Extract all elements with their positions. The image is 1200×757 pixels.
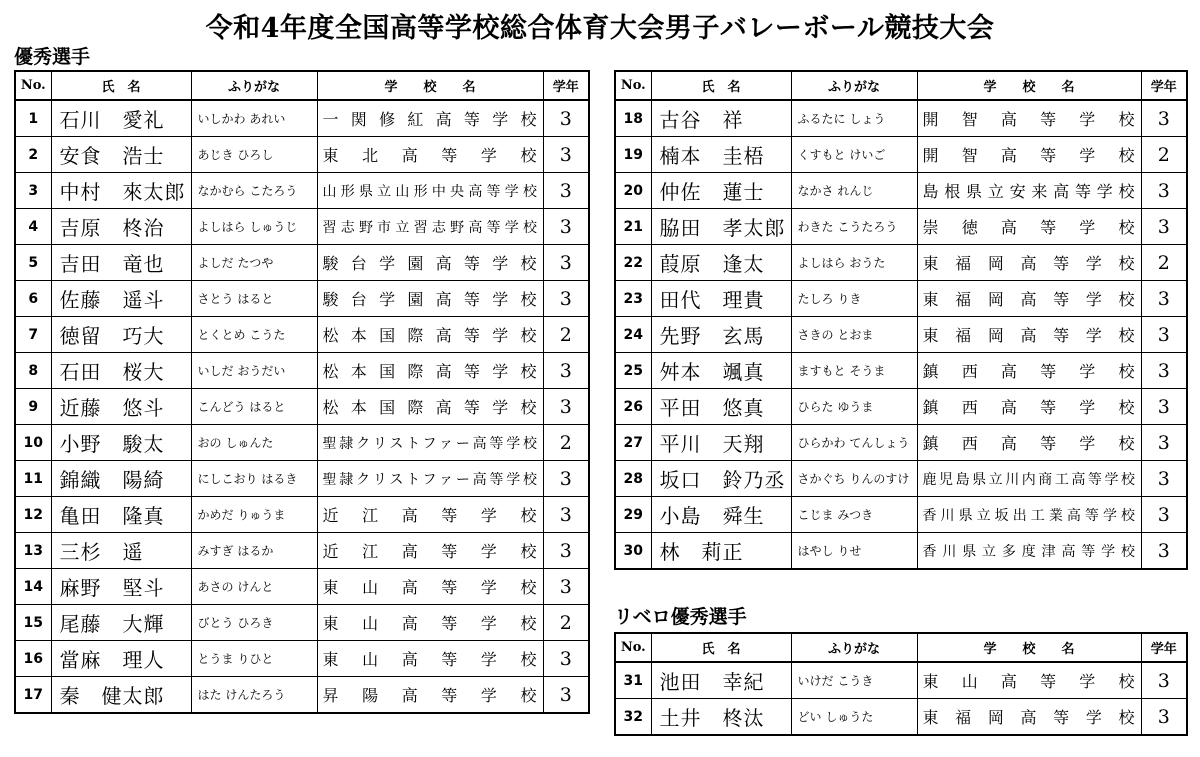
school-name-text: 駿 台 学 園 高 等 学 校 (322, 290, 537, 309)
player-name: 平川 天翔 (651, 425, 791, 461)
player-name: 三杉 遥 (51, 533, 191, 569)
school-name (917, 317, 1141, 353)
row-number: 26 (615, 389, 651, 425)
player-furigana: いしだ おうだい (191, 353, 317, 389)
player-furigana: はた けんたろう (191, 677, 317, 714)
row-number: 31 (615, 662, 651, 699)
row-number: 18 (615, 100, 651, 137)
player-furigana: はやし りせ (791, 533, 917, 570)
player-name: 安食 浩士 (51, 137, 191, 173)
player-name: 土井 柊汰 (651, 699, 791, 736)
grade-year: 3 (543, 137, 589, 173)
row-number: 19 (615, 137, 651, 173)
player-name: 近藤 悠斗 (51, 389, 191, 425)
player-name: 亀田 隆真 (51, 497, 191, 533)
row-number: 8 (15, 353, 51, 389)
grade-year: 3 (543, 641, 589, 677)
grade-year: 3 (1141, 533, 1187, 570)
school-name-text: 東 福 岡 高 等 学 校 (922, 254, 1135, 273)
school-name (917, 533, 1141, 570)
grade-year: 2 (543, 425, 589, 461)
row-number: 20 (615, 173, 651, 209)
table-row (615, 209, 1187, 245)
row-number: 11 (15, 461, 51, 497)
row-number: 9 (15, 389, 51, 425)
table-row (15, 677, 589, 714)
school-name-text: 東 福 岡 高 等 学 校 (922, 290, 1135, 309)
table-header-row (615, 71, 1187, 100)
grade-year: 3 (1141, 699, 1187, 736)
row-number: 32 (615, 699, 651, 736)
school-name-text: 一 関 修 紅 高 等 学 校 (322, 110, 537, 129)
school-name (917, 699, 1141, 736)
grade-year: 3 (1141, 281, 1187, 317)
school-name-text: 香川県立坂出工業高等学校 (922, 507, 1135, 524)
grade-year: 3 (543, 353, 589, 389)
table-row (15, 317, 589, 353)
player-furigana: にしこおり はるき (191, 461, 317, 497)
school-name-text: 島 根 県 立 安 来 高 等 学 校 (922, 182, 1135, 201)
player-name: 吉原 柊治 (51, 209, 191, 245)
player-furigana: さきの とおま (791, 317, 917, 353)
school-name-text: 習志野市立習志野高等学校 (322, 219, 537, 236)
grade-year: 3 (1141, 353, 1187, 389)
school-name-text: 昇 陽 高 等 学 校 (322, 686, 537, 705)
player-furigana: なかさ れんじ (791, 173, 917, 209)
school-name-text: 東 福 岡 高 等 学 校 (922, 708, 1135, 727)
player-furigana: よしはら しゅうじ (191, 209, 317, 245)
table-row (15, 281, 589, 317)
school-name (317, 677, 543, 714)
row-number: 30 (615, 533, 651, 570)
school-name (317, 100, 543, 137)
player-furigana: さかぐち りんのすけ (791, 461, 917, 497)
table-row (615, 173, 1187, 209)
row-number: 6 (15, 281, 51, 317)
row-number: 5 (15, 245, 51, 281)
libero-players-table (614, 632, 1188, 736)
header-grade: 学年 (543, 71, 589, 100)
school-name-text: 鎮 西 高 等 学 校 (922, 362, 1135, 381)
player-name: 小島 舜生 (651, 497, 791, 533)
player-furigana: こんどう はると (191, 389, 317, 425)
table-row (15, 497, 589, 533)
row-number: 4 (15, 209, 51, 245)
school-name-text: 開 智 高 等 学 校 (922, 146, 1135, 165)
school-name (917, 209, 1141, 245)
school-name (917, 662, 1141, 699)
school-name-text: 鹿児島県立川内商工高等学校 (922, 471, 1135, 488)
player-name: 舛本 颯真 (651, 353, 791, 389)
row-number: 7 (15, 317, 51, 353)
player-furigana: よしだ たつや (191, 245, 317, 281)
row-number: 23 (615, 281, 651, 317)
player-furigana: どい しゅうた (791, 699, 917, 736)
school-name-text: 香川県立多度津高等学校 (922, 543, 1135, 560)
player-name: 平田 悠真 (651, 389, 791, 425)
player-furigana: ひらかわ てんしょう (791, 425, 917, 461)
table-row (615, 425, 1187, 461)
row-number: 17 (15, 677, 51, 714)
grade-year: 3 (543, 209, 589, 245)
header-kana: ふりがな (791, 633, 917, 662)
player-name: 當麻 理人 (51, 641, 191, 677)
table-row (615, 137, 1187, 173)
table-row (15, 461, 589, 497)
school-name-text: 東 山 高 等 学 校 (922, 672, 1135, 691)
school-name (317, 605, 543, 641)
page-title: 令和4年度全国高等学校総合体育大会男子バレーボール競技大会 (205, 13, 995, 44)
table-row (615, 533, 1187, 570)
player-name: 池田 幸紀 (651, 662, 791, 699)
player-name: 古谷 祥 (651, 100, 791, 137)
row-number: 22 (615, 245, 651, 281)
grade-year: 3 (543, 677, 589, 714)
grade-year: 3 (543, 281, 589, 317)
header-kana: ふりがな (191, 71, 317, 100)
school-name-text: 東 福 岡 高 等 学 校 (922, 326, 1135, 345)
player-name: 麻野 堅斗 (51, 569, 191, 605)
school-name-text: 開 智 高 等 学 校 (922, 110, 1135, 129)
school-name (917, 281, 1141, 317)
row-number: 3 (15, 173, 51, 209)
school-name-text: 崇 徳 高 等 学 校 (922, 218, 1135, 237)
grade-year: 3 (1141, 662, 1187, 699)
header-name: 氏 名 (651, 71, 791, 100)
header-name: 氏 名 (651, 633, 791, 662)
header-grade: 学年 (1141, 71, 1187, 100)
player-name: 錦織 陽綺 (51, 461, 191, 497)
school-name (917, 137, 1141, 173)
school-name-text: 松 本 国 際 高 等 学 校 (322, 362, 537, 381)
school-name (317, 533, 543, 569)
school-name (317, 245, 543, 281)
school-name-text: 近 江 高 等 学 校 (322, 542, 537, 561)
school-name-text: 東 北 高 等 学 校 (322, 146, 537, 165)
table-row (615, 497, 1187, 533)
player-name: 仲佐 蓮士 (651, 173, 791, 209)
grade-year: 3 (543, 461, 589, 497)
player-furigana: なかむら こたろう (191, 173, 317, 209)
row-number: 10 (15, 425, 51, 461)
player-name: 小野 駿太 (51, 425, 191, 461)
table-row (615, 461, 1187, 497)
table-row (15, 245, 589, 281)
grade-year: 3 (543, 100, 589, 137)
table-row (15, 641, 589, 677)
school-name (317, 497, 543, 533)
row-number: 15 (15, 605, 51, 641)
player-furigana: ひらた ゆうま (791, 389, 917, 425)
player-furigana: よしはら おうた (791, 245, 917, 281)
header-name: 氏 名 (51, 71, 191, 100)
grade-year: 3 (1141, 497, 1187, 533)
school-name (317, 641, 543, 677)
table-row (15, 100, 589, 137)
school-name-text: 松 本 国 際 高 等 学 校 (322, 326, 537, 345)
table-row (15, 389, 589, 425)
grade-year: 2 (543, 605, 589, 641)
player-name: 坂口 鈴乃丞 (651, 461, 791, 497)
player-name: 楠本 圭梧 (651, 137, 791, 173)
header-school: 学 校 名 (917, 71, 1141, 100)
school-name (317, 353, 543, 389)
player-furigana: みすぎ はるか (191, 533, 317, 569)
header-no: No. (615, 633, 651, 662)
table-row (615, 245, 1187, 281)
table-row (615, 699, 1187, 736)
table-row (615, 662, 1187, 699)
row-number: 25 (615, 353, 651, 389)
grade-year: 3 (1141, 317, 1187, 353)
school-name (317, 209, 543, 245)
table-row (615, 317, 1187, 353)
school-name-text: 近 江 高 等 学 校 (322, 506, 537, 525)
table-row (15, 425, 589, 461)
table-row (615, 389, 1187, 425)
player-furigana: おの しゅんた (191, 425, 317, 461)
school-name (917, 100, 1141, 137)
player-furigana: たしろ りき (791, 281, 917, 317)
school-name (917, 389, 1141, 425)
header-no: No. (615, 71, 651, 100)
player-furigana: こじま みつき (791, 497, 917, 533)
best-players-table-left (14, 70, 590, 714)
player-furigana: あさの けんと (191, 569, 317, 605)
header-grade: 学年 (1141, 633, 1187, 662)
grade-year: 2 (1141, 137, 1187, 173)
player-furigana: いけだ こうき (791, 662, 917, 699)
grade-year: 3 (543, 245, 589, 281)
grade-year: 3 (543, 569, 589, 605)
grade-year: 2 (1141, 245, 1187, 281)
school-name (917, 245, 1141, 281)
player-name: 林 莉正 (651, 533, 791, 570)
row-number: 28 (615, 461, 651, 497)
table-row (15, 353, 589, 389)
grade-year: 3 (543, 173, 589, 209)
school-name-text: 松 本 国 際 高 等 学 校 (322, 398, 537, 417)
school-name (917, 353, 1141, 389)
player-furigana: とうま りひと (191, 641, 317, 677)
section-title-best-players: 優秀選手 (14, 46, 91, 68)
player-name: 佐藤 遥斗 (51, 281, 191, 317)
player-name: 尾藤 大輝 (51, 605, 191, 641)
player-name: 吉田 竜也 (51, 245, 191, 281)
table-row (615, 100, 1187, 137)
player-furigana: かめだ りゅうま (191, 497, 317, 533)
school-name (317, 173, 543, 209)
school-name (317, 137, 543, 173)
school-name (317, 569, 543, 605)
row-number: 16 (15, 641, 51, 677)
header-no: No. (15, 71, 51, 100)
grade-year: 3 (543, 497, 589, 533)
school-name (317, 425, 543, 461)
header-school: 学 校 名 (917, 633, 1141, 662)
school-name-text: 鎮 西 高 等 学 校 (922, 434, 1135, 453)
table-row (15, 137, 589, 173)
school-name-text: 東 山 高 等 学 校 (322, 650, 537, 669)
player-furigana: わきた こうたろう (791, 209, 917, 245)
row-number: 2 (15, 137, 51, 173)
player-name: 葭原 逢太 (651, 245, 791, 281)
grade-year: 2 (543, 317, 589, 353)
player-furigana: ふるたに しょう (791, 100, 917, 137)
player-name: 田代 理貴 (651, 281, 791, 317)
table-header-row (15, 71, 589, 100)
player-name: 先野 玄馬 (651, 317, 791, 353)
school-name (917, 173, 1141, 209)
player-furigana: あじき ひろし (191, 137, 317, 173)
school-name-text: 東 山 高 等 学 校 (322, 614, 537, 633)
player-name: 脇田 孝太郎 (651, 209, 791, 245)
player-furigana: いしかわ あれい (191, 100, 317, 137)
table-row (615, 353, 1187, 389)
player-furigana: さとう はると (191, 281, 317, 317)
school-name (917, 461, 1141, 497)
table-row (15, 209, 589, 245)
grade-year: 3 (1141, 461, 1187, 497)
row-number: 14 (15, 569, 51, 605)
school-name-text: 聖隷クリストファー高等学校 (322, 435, 537, 452)
player-name: 秦 健太郎 (51, 677, 191, 714)
header-kana: ふりがな (791, 71, 917, 100)
school-name (317, 317, 543, 353)
school-name (917, 497, 1141, 533)
row-number: 12 (15, 497, 51, 533)
player-name: 石川 愛礼 (51, 100, 191, 137)
header-school: 学 校 名 (317, 71, 543, 100)
table-row (15, 605, 589, 641)
school-name (317, 281, 543, 317)
player-furigana: とくとめ こうた (191, 317, 317, 353)
player-furigana: ますもと そうま (791, 353, 917, 389)
best-players-table-right (614, 70, 1188, 570)
row-number: 21 (615, 209, 651, 245)
table-row (615, 281, 1187, 317)
grade-year: 3 (1141, 100, 1187, 137)
table-row (15, 533, 589, 569)
row-number: 29 (615, 497, 651, 533)
grade-year: 3 (1141, 425, 1187, 461)
school-name-text: 鎮 西 高 等 学 校 (922, 398, 1135, 417)
player-name: 石田 桜大 (51, 353, 191, 389)
player-name: 中村 來太郎 (51, 173, 191, 209)
school-name-text: 駿 台 学 園 高 等 学 校 (322, 254, 537, 273)
school-name-text: 山形県立山形中央高等学校 (322, 183, 537, 200)
table-row (15, 173, 589, 209)
grade-year: 3 (1141, 389, 1187, 425)
table-row (15, 569, 589, 605)
row-number: 24 (615, 317, 651, 353)
grade-year: 3 (543, 533, 589, 569)
player-furigana: びとう ひろき (191, 605, 317, 641)
section-title-libero-players: リベロ優秀選手 (614, 606, 747, 628)
row-number: 13 (15, 533, 51, 569)
school-name-text: 東 山 高 等 学 校 (322, 578, 537, 597)
grade-year: 3 (1141, 209, 1187, 245)
row-number: 1 (15, 100, 51, 137)
school-name (917, 425, 1141, 461)
row-number: 27 (615, 425, 651, 461)
school-name (317, 389, 543, 425)
school-name-text: 聖隷クリストファー高等学校 (322, 471, 537, 488)
player-furigana: くすもと けいご (791, 137, 917, 173)
school-name (317, 461, 543, 497)
player-name: 徳留 巧大 (51, 317, 191, 353)
grade-year: 3 (543, 389, 589, 425)
table-header-row (615, 633, 1187, 662)
grade-year: 3 (1141, 173, 1187, 209)
